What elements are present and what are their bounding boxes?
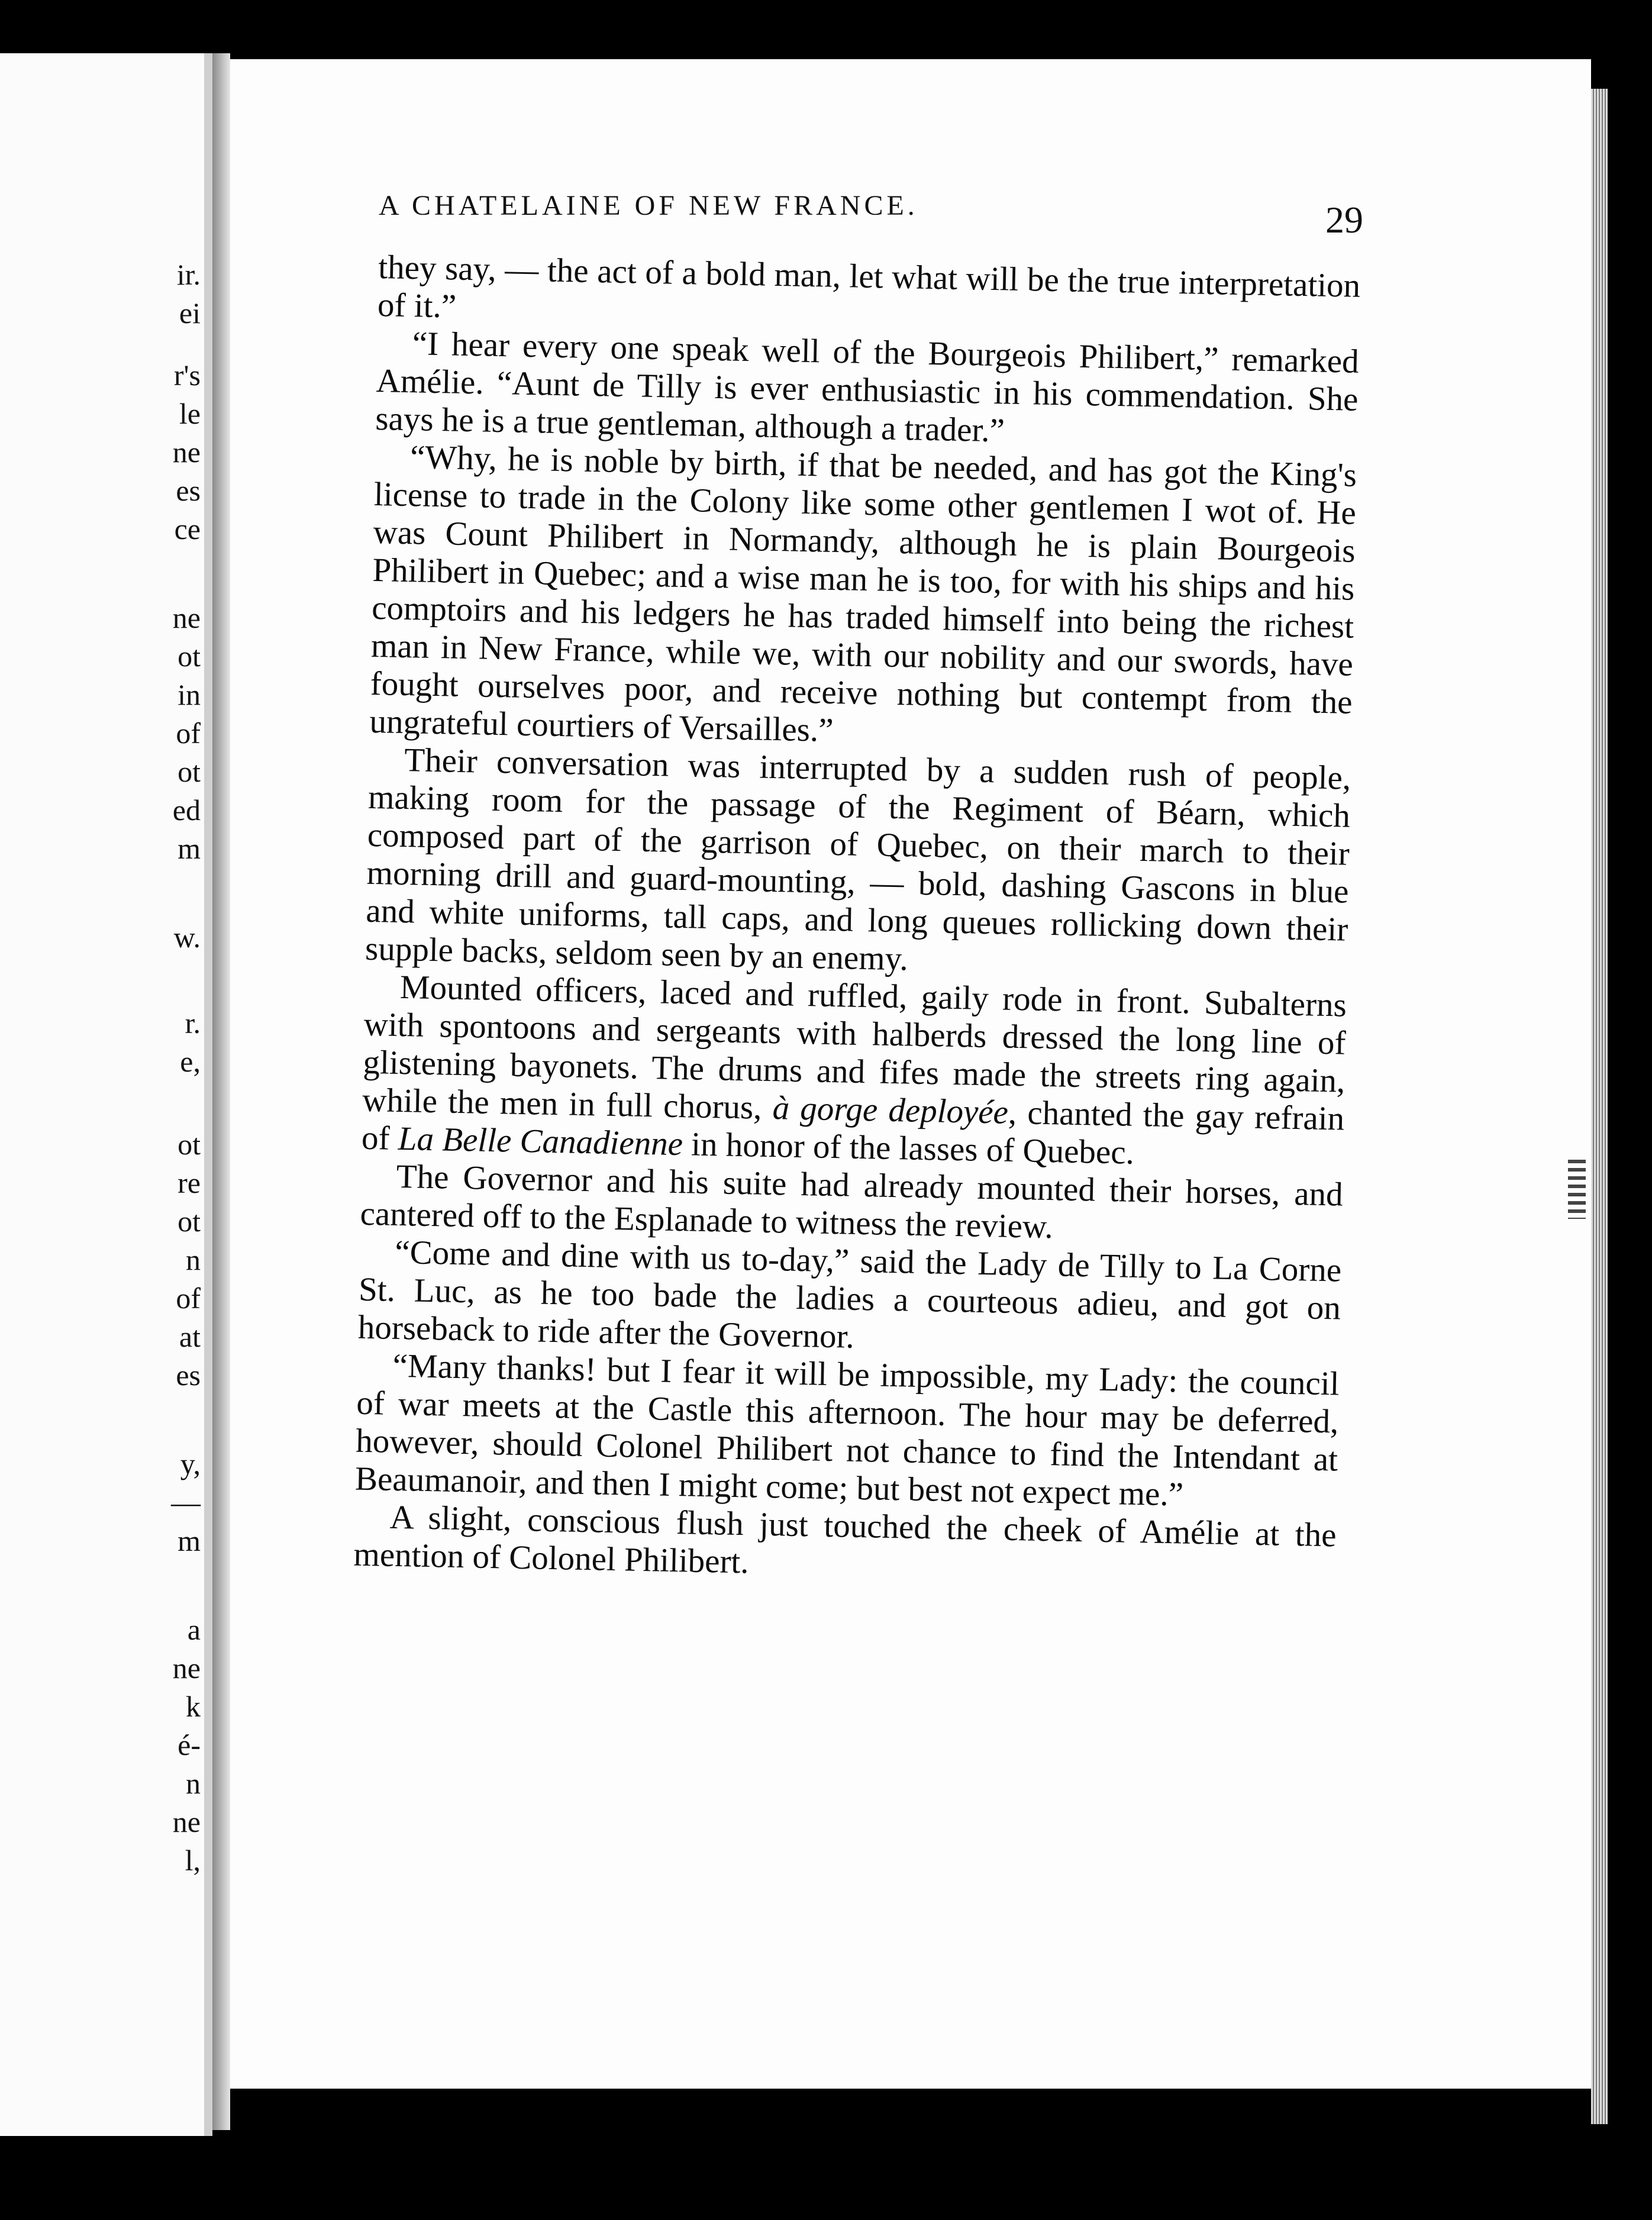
page-number: 29 [1325,199,1363,241]
left-fragment: at [179,1320,201,1353]
paragraph-text: , chanted the gay refrain of [361,1093,1345,1157]
paragraph: they say, — the act of a bold man, let what will be the true interpretation of it.” [377,249,1361,325]
paragraph [362,968,1347,1176]
left-fragment: ir. [176,258,201,291]
left-fragment: le [179,397,201,430]
left-fragment: ot [178,640,201,673]
left-fragment: é- [178,1728,201,1761]
left-fragment: ot [178,1205,201,1238]
left-fragment: r. [185,1006,201,1040]
left-fragment: ei [179,296,201,330]
page-edge-tab-marks [1568,1160,1586,1219]
paragraph: “Why, he is noble by birth, if that be needed, and has got the King's license to trade in the Colony like some other gentlemen I wot of. He was Count Philibert in Normandy, although he is plain Bourgeois Philibert in Quebec; and a wise man he is too, for with his ships and his comptoirs and his ledgers he has traded himself into being the richest man in New France, while we, with our nobility and our swords, have fought ourselves poor, and receive nothing but contempt from the ungrateful courtiers of Versailles.” [369,438,1357,749]
left-fragment: m [178,832,201,865]
left-fragment: of [176,717,201,750]
body-text [353,249,1361,1592]
left-facing-page [0,53,212,2136]
left-fragment: e, [180,1045,201,1078]
left-fragment: w. [173,921,201,954]
left-fragment: of [176,1282,201,1315]
left-fragment: k [186,1690,201,1723]
left-fragment: r's [173,359,201,392]
paragraph: “Come and dine with us to-day,” said the Lady de Tilly to La Corne St. Luc, as he too bade the ladies a courteous adieu, and got on horseback to ride after the Governor. [357,1233,1342,1356]
left-fragment: es [176,474,201,507]
paragraph: “I hear every one speak well of the Bourgeois Philibert,” remarked Amélie. “Aunt de Tilly is ever enthusiastic in his commendation. She says he is a true gentleman, although a trader.” [375,325,1360,450]
paragraph: A slight, conscious flush just touched the cheek of Amélie at the mention of Colonel Philibert. [353,1498,1337,1581]
left-fragment: l, [185,1844,201,1877]
left-fragment: ne [172,601,201,634]
italic-phrase: à gorge deployée [772,1089,1009,1131]
left-fragment: n [186,1243,201,1276]
left-fragment: re [178,1166,201,1199]
left-fragment: a [187,1613,201,1646]
paragraph-text: in honor of the lasses of Quebec. [682,1125,1135,1172]
page-edge-stack [1591,89,1608,2124]
left-fragment: ne [172,435,201,469]
paragraph-text: Mounted officers, laced and ruffled, gaily rode in front. Subalterns with spontoons and sergeants with halberds dressed the long line of glistening bayonets. The drums and fifes made the streets ring again, while the men in full chorus, [362,968,1347,1127]
paragraph: The Governor and his suite had already mounted their horses, and cantered off to the Esplanade to witness the review. [360,1157,1344,1246]
left-fragment: ed [172,793,201,827]
running-head: A CHATELAINE OF NEW FRANCE. [379,190,918,221]
left-fragment: in [178,678,201,711]
left-fragment: ot [178,755,201,788]
left-fragment: ot [178,1128,201,1161]
left-fragment: ce [174,512,201,546]
left-fragment: ne [172,1805,201,1838]
left-fragment: n [186,1767,201,1800]
song-title: La Belle Canadienne [398,1119,683,1163]
left-fragment: m [178,1524,201,1557]
left-fragment: ne [172,1651,201,1685]
paragraph: Their conversation was interrupted by a sudden rush of people, making room for the passage of the Regiment of Béarn, which composed part of the garrison of Quebec, on their march to their morning drill and guard-mounting, — bold, dashing Gascons in blue and white uniforms, tall caps, and long queues rollicking down their supple backs, seldom seen by an enemy. [364,741,1351,978]
paragraph: “Many thanks! but I fear it will be impossible, my Lady: the council of war meets at the Castle this afternoon. The hour may be deferred, however, should Colonel Philibert not chance to find the Intendant at Beaumanoir, and then I might come; but best not expect me.” [354,1347,1340,1514]
left-fragment: y, [180,1447,201,1480]
left-fragment: es [176,1359,201,1392]
book-gutter-shadow [212,53,230,2130]
left-fragment: — [171,1486,201,1519]
